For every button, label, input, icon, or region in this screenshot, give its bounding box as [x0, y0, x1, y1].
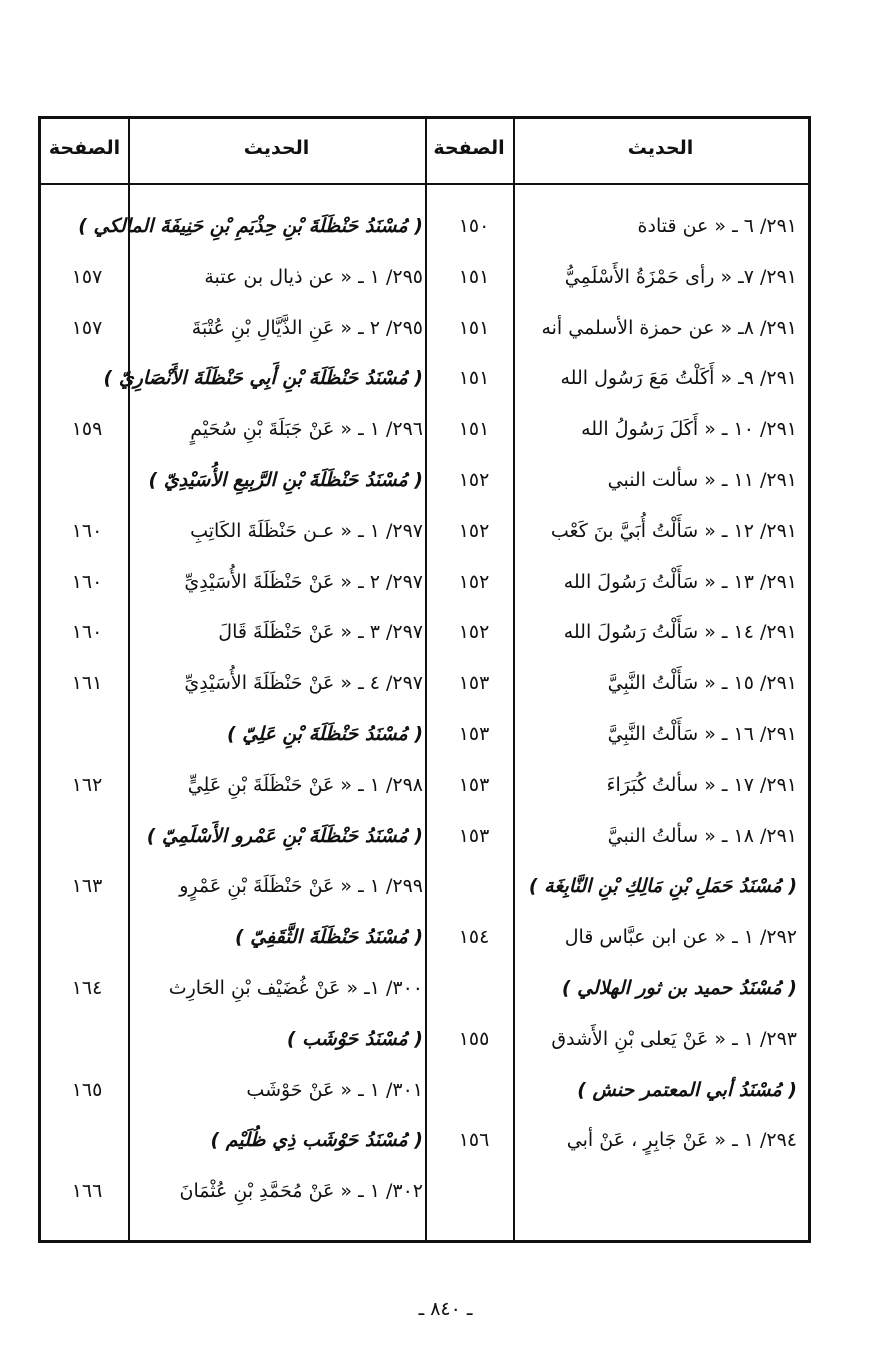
right-hadith-cell: ٢٩١/ ٨ـ « عن حمزة الأسلمي أنه: [541, 316, 797, 339]
table-row: [41, 1115, 808, 1166]
right-hadith-cell: ٢٩١/ ١٦ ـ « سَأَلْتُ النَّبِيَّ: [607, 722, 797, 745]
left-page-cell: [41, 912, 133, 963]
table-row: [41, 303, 808, 354]
left-page-cell: ١٦٦: [71, 1180, 103, 1203]
table-row: [41, 1166, 808, 1217]
table-row: [41, 811, 808, 862]
left-hadith-cell: ٢٩٧/ ٤ ـ « عَنْ حَنْظَلَةَ الأُسَيْدِيِّ: [184, 672, 423, 695]
right-hadith-cell: ٢٩١/ ١٠ ـ « أَكَلَ رَسُولُ الله: [581, 418, 797, 441]
right-page-cell: ١٥٢: [458, 621, 490, 644]
table-row: [41, 557, 808, 608]
right-page-cell: ١٥٤: [458, 926, 490, 949]
section-heading: ( مُسْنَدُ حَوْشَب ): [286, 1027, 423, 1050]
left-hadith-cell: ٢٩٧/ ٢ ـ « عَنْ حَنْظَلَةَ الأُسَيْدِيِّ: [184, 570, 423, 593]
left-hadith-cell: ٢٩٧/ ٣ ـ « عَنْ حَنْظَلَةَ قَالَ: [218, 621, 423, 644]
table-row: [41, 353, 808, 404]
left-hadith-cell: ٢٩٨/ ١ ـ « عَنْ حَنْظَلَةَ بْنِ عَلِيٍّ: [187, 773, 423, 796]
right-page-cell: ١٥١: [458, 367, 490, 390]
left-page-cell: ١٦٠: [71, 570, 103, 593]
table-row: [41, 252, 808, 303]
right-hadith-cell: ٢٩١/ ١١ ـ « سألت النبي: [607, 468, 797, 491]
section-heading: ( مُسْنَدُ حميد بن ثور الهلالي ): [561, 976, 797, 999]
header-left-page: الصفحة: [48, 137, 121, 159]
left-hadith-cell: ٢٩٦/ ١ ـ « عَنْ جَبَلَةَ بْنِ سُحَيْمٍ: [190, 418, 423, 441]
left-page-cell: ١٦٥: [71, 1078, 103, 1101]
header-right-hadith: الحديث: [627, 137, 694, 159]
right-hadith-cell: ٢٩١/ ١٢ ـ « سَأَلْتُ أُبَيَّ بنَ كَعْب: [550, 519, 797, 542]
left-page-cell: [41, 353, 133, 404]
left-hadith-cell: ٣٠٠/ ١ـ « عَنْ غُضَيْف بْنِ الحَارِث: [168, 976, 423, 999]
left-page-cell: ١٦٢: [71, 773, 103, 796]
table-row: [41, 607, 808, 658]
section-heading: ( مُسْنَدُ أبي المعتمر حنش ): [577, 1078, 797, 1101]
left-page-cell: ١٦٤: [71, 976, 103, 999]
header-left-hadith: الحديث: [243, 137, 310, 159]
table-row: [41, 709, 808, 760]
right-page-cell: ١٥١: [458, 265, 490, 288]
table-row: [41, 404, 808, 455]
right-page-cell: ١٥٢: [458, 468, 490, 491]
table-row: [41, 963, 808, 1014]
right-page-cell: ١٥٣: [458, 773, 490, 796]
left-page-cell: ١٥٩: [71, 418, 103, 441]
right-page-cell: ١٥٣: [458, 672, 490, 695]
header-right-page: الصفحة: [433, 137, 505, 159]
right-hadith-cell: ٢٩١/ ١٤ ـ « سَأَلْتُ رَسُولَ الله: [563, 621, 797, 644]
table-row: [41, 1065, 808, 1116]
section-heading: ( مُسْنَدُ حَنْظَلَةَ بْنِ عَلِيّ ): [226, 722, 423, 745]
right-hadith-cell: ٢٩١/ ٩ـ « أَكَلْتُ مَعَ رَسُول الله: [560, 367, 797, 390]
table-row: [41, 912, 808, 963]
right-page-cell: ١٥٢: [458, 570, 490, 593]
table-row: [41, 201, 808, 252]
right-hadith-cell: ٢٩١/ ٦ ـ « عن قتادة: [637, 215, 797, 237]
left-hadith-cell: ٣٠٢/ ١ ـ « عَنْ مُحَمَّدِ بْنِ عُثْمَانَ: [179, 1180, 423, 1203]
section-heading: ( مُسْنَدُ حَنْظَلَةَ بْنِ الرَّبِيعِ الأُسَيْدِيّ ): [148, 468, 423, 491]
left-hadith-cell: ٢٩٩/ ١ ـ « عَنْ حَنْظَلَةَ بْنِ عَمْرٍو: [179, 875, 423, 898]
left-page-cell: ١٥٧: [71, 265, 103, 288]
section-heading: ( مُسْنَدُ حَمَلِ بْنِ مَالِكِ بْنِ النَّابِغَة ): [528, 875, 797, 898]
table-row: [41, 760, 808, 811]
left-page-cell: ١٦٠: [71, 519, 103, 542]
right-page-cell: ١٥٣: [458, 722, 490, 745]
left-page-cell: [41, 201, 133, 252]
hadith-index-table: [38, 116, 811, 1243]
right-page-cell: ١٥٢: [458, 519, 490, 542]
left-hadith-cell: ٢٩٥/ ١ ـ « عن ذيال بن عتبة: [204, 265, 423, 288]
left-page-cell: ١٥٧: [71, 316, 103, 339]
right-hadith-cell: ٢٩١/ ٧ـ « رأى حَمْزَةُ الأَسْلَمِيُّ: [564, 265, 797, 288]
right-hadith-cell: ٢٩١/ ١٣ ـ « سَأَلْتُ رَسُولَ الله: [563, 570, 797, 593]
right-page-cell: ١٥١: [458, 418, 490, 441]
page-number: ـ ٨٤٠ ـ: [418, 1298, 473, 1320]
left-page-cell: [41, 1115, 133, 1166]
right-page-cell: ١٥١: [458, 316, 490, 339]
left-page-cell: [41, 1014, 133, 1065]
left-page-cell: ١٦٣: [71, 875, 103, 898]
left-hadith-cell: ٣٠١/ ١ ـ « عَنْ حَوْشَب: [246, 1078, 423, 1101]
section-heading: ( مُسْنَدُ حَنْظَلَةَ بْنِ أَبِي حَنْظَلَةَ الأَنْصَارِيّ ): [103, 367, 423, 390]
section-heading: ( مُسْنَدُ حَنْظَلَةَ بْنِ عَمْرو الأَسْلَمِيّ ): [146, 824, 423, 847]
table-row: [41, 455, 808, 506]
left-page-cell: ١٦٠: [71, 621, 103, 644]
right-page-cell: [430, 963, 518, 1014]
right-page-cell: ١٥٥: [458, 1027, 490, 1050]
table-body: [41, 201, 808, 1217]
right-page-cell: ١٥٣: [458, 824, 490, 847]
right-hadith-cell: ٢٩٣/ ١ ـ « عَنْ يَعلى بْنِ الأَشدق: [551, 1027, 797, 1050]
section-heading: ( مُسْنَدُ حَنْظَلَةَ الثَّقَفِيّ ): [234, 926, 423, 949]
section-heading: ( مُسْنَدُ حَنْظَلَةَ بْنِ حِذْيَمِ بْنِ حَنِيفَةَ المالكي ): [78, 215, 423, 237]
right-hadith-cell: ٢٩١/ ١٨ ـ « سألتُ النبيَّ: [607, 824, 797, 847]
table-row: [41, 506, 808, 557]
left-page-cell: ١٦١: [71, 672, 103, 695]
right-hadith-cell: ٢٩١/ ١٧ ـ « سألتُ كُبَرَاءَ: [606, 773, 797, 796]
left-page-cell: [41, 709, 133, 760]
table-row: [41, 1014, 808, 1065]
left-hadith-cell: ٢٩٧/ ١ ـ « عـن حَنْظَلَةَ الكَاتِبِ: [190, 519, 423, 542]
right-page-cell: ١٥٦: [458, 1129, 490, 1152]
right-hadith-cell: ٢٩١/ ١٥ ـ « سَأَلْتُ النَّبِيَّ: [607, 672, 797, 695]
left-page-cell: [41, 811, 133, 862]
right-hadith-cell: ٢٩٢/ ١ ـ « عن ابن عبَّاس قال: [564, 926, 797, 949]
left-page-cell: [41, 455, 133, 506]
left-hadith-cell: ٢٩٥/ ٢ ـ « عَنِ الذَّيَّالِ بْنِ عُتْبَةَ: [191, 316, 423, 339]
right-page-cell: ١٥٠: [458, 215, 490, 237]
table-row: [41, 658, 808, 709]
right-page-cell: [430, 861, 518, 912]
table-row: [41, 861, 808, 912]
right-page-cell: [430, 1065, 518, 1116]
section-heading: ( مُسْنَدُ حَوْشَب ذِي ظُلَيْم ): [210, 1129, 423, 1152]
right-hadith-cell: ٢٩٤/ ١ ـ « عَنْ جَابِرٍ ، عَنْ أبي: [566, 1129, 797, 1152]
header-divider: [41, 183, 808, 185]
